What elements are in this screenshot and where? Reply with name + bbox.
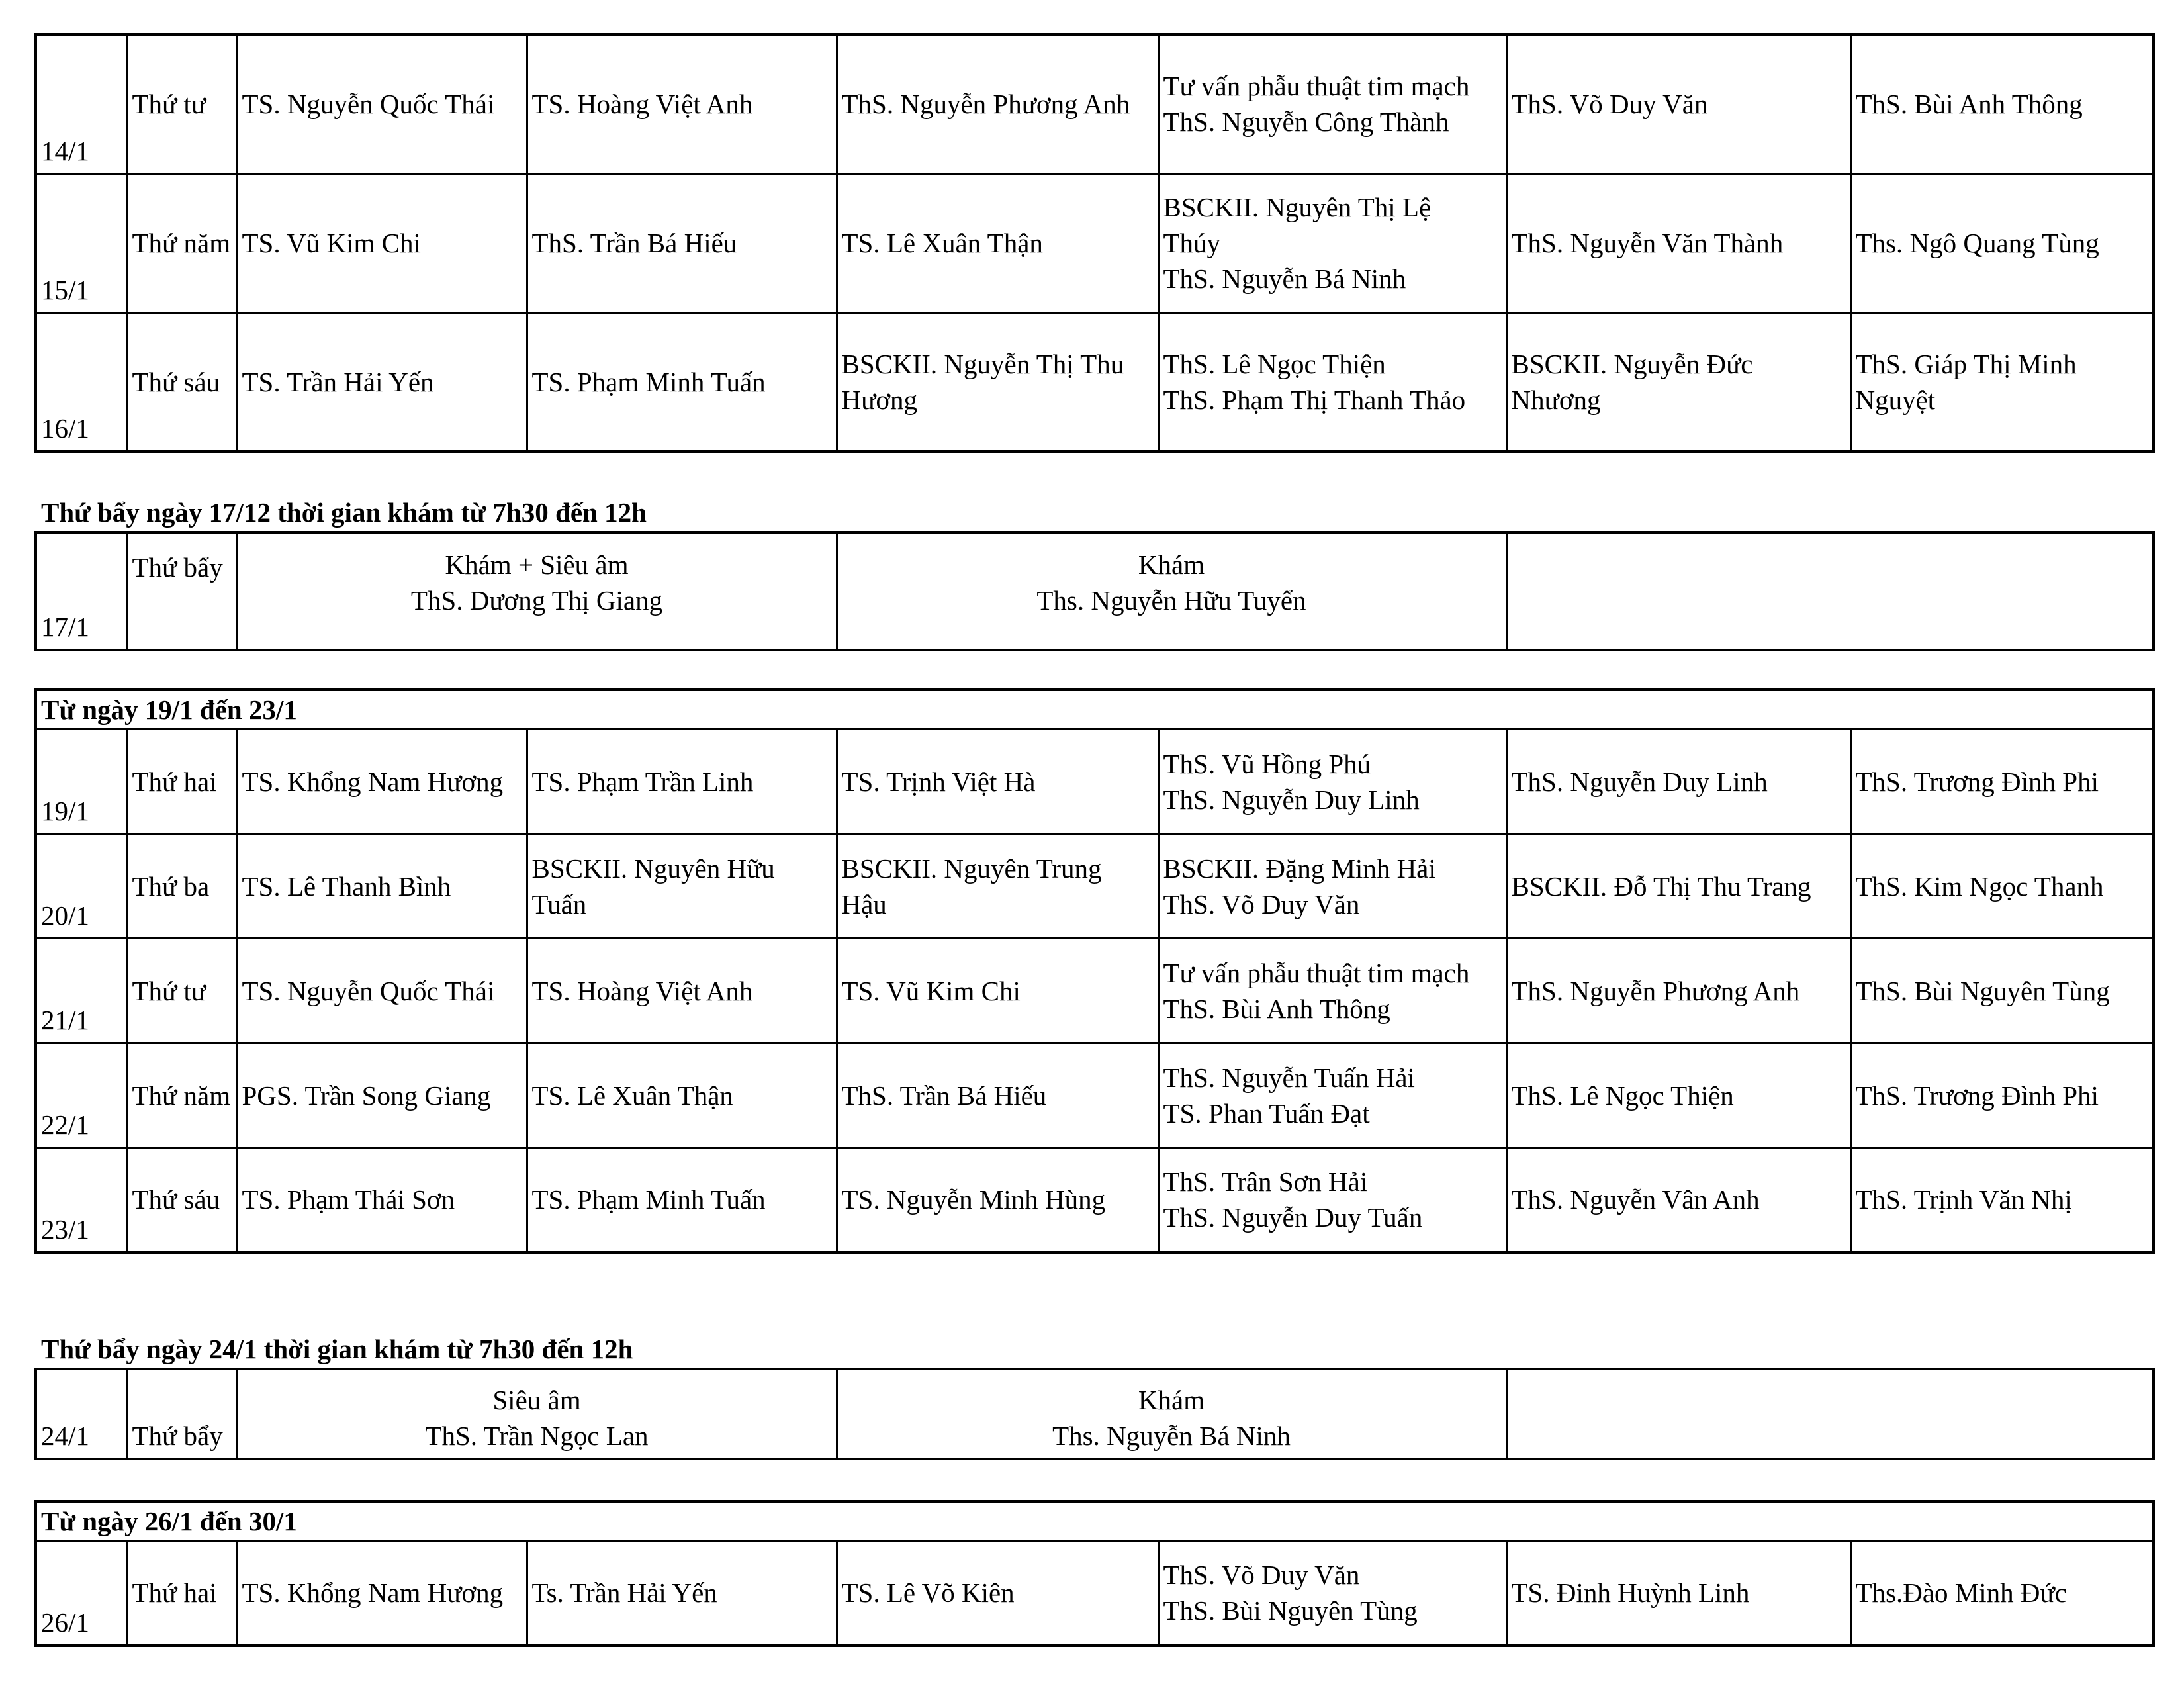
doctor-name: ThS. Trần Bá Hiếu bbox=[531, 228, 737, 258]
schedule-row bbox=[36, 1148, 2154, 1252]
doctor-name: ThS. Nguyễn Duy Linh bbox=[1511, 766, 1768, 797]
date-cell: 20/1 bbox=[36, 834, 127, 939]
doctor-name: Ths. Ngô Quang Tùng bbox=[1855, 228, 2099, 258]
day-cell: Thứ hai bbox=[127, 729, 237, 834]
doctor-cell bbox=[527, 173, 837, 312]
doctor-name: ThS. Nguyễn Phương Anh bbox=[841, 89, 1130, 120]
day-cell: Thứ sáu bbox=[127, 1148, 237, 1252]
saturday-24-row bbox=[36, 1369, 2154, 1459]
doctor-name: BSCKII. Nguyên Trung bbox=[841, 853, 1102, 884]
doctor-cell bbox=[1158, 1043, 1506, 1148]
doctor-name: TS. Phan Tuấn Đạt bbox=[1163, 1098, 1370, 1129]
slot-1-cell bbox=[237, 1369, 837, 1459]
date-cell: 22/1 bbox=[36, 1043, 127, 1148]
doctor-name: Tuấn bbox=[531, 888, 587, 919]
rows-block3 bbox=[36, 1541, 2154, 1646]
doctor-cell bbox=[527, 1043, 837, 1148]
doctor-name: ThS. Nguyễn Duy Tuấn bbox=[1163, 1202, 1423, 1233]
doctor-cell bbox=[1850, 729, 2154, 834]
slot-2-doctor: Ths. Nguyễn Hữu Tuyển bbox=[1036, 585, 1306, 616]
doctor-cell bbox=[1158, 729, 1506, 834]
doctor-name: BSCKII. Nguyên Hữu bbox=[531, 853, 775, 884]
rows-block2 bbox=[36, 729, 2154, 1252]
doctor-cell bbox=[237, 312, 527, 451]
date-cell: 19/1 bbox=[36, 729, 127, 834]
doctor-name: ThS. Trương Đình Phi bbox=[1855, 766, 2099, 797]
doctor-name: TS. Khổng Nam Hương bbox=[242, 1577, 504, 1609]
slot-1-cell bbox=[237, 532, 837, 650]
doctor-name: ThS. Trân Sơn Hải bbox=[1163, 1166, 1368, 1197]
doctor-cell bbox=[837, 1148, 1158, 1252]
doctor-name: BSCKII. Nguyễn Đức bbox=[1511, 348, 1753, 379]
doctor-name: TS. Hoàng Việt Anh bbox=[531, 89, 753, 120]
doctor-name: ThS. Giáp Thị Minh bbox=[1855, 348, 2077, 379]
doctor-cell bbox=[1506, 1043, 1850, 1148]
doctor-name: TS. Lê Võ Kiên bbox=[841, 1577, 1015, 1609]
doctor-name: Hương bbox=[841, 384, 918, 415]
doctor-cell bbox=[1850, 1148, 2154, 1252]
doctor-cell bbox=[837, 939, 1158, 1043]
doctor-cell bbox=[1506, 1148, 1850, 1252]
doctor-name: ThS. Nguyễn Tuấn Hải bbox=[1163, 1062, 1415, 1093]
slot-2-title: Khám bbox=[1138, 1385, 1205, 1415]
schedule-row bbox=[36, 173, 2154, 312]
range-heading-19-23: Từ ngày 19/1 đến 23/1 bbox=[36, 690, 2154, 729]
empty-cell bbox=[1506, 532, 2154, 650]
doctor-cell bbox=[1850, 1541, 2154, 1646]
doctor-name: TS. Khổng Nam Hương bbox=[242, 766, 504, 797]
doctor-name: TS. Phạm Thái Sơn bbox=[242, 1184, 455, 1215]
doctor-cell bbox=[527, 834, 837, 939]
doctor-name: TS. Nguyễn Quốc Thái bbox=[242, 89, 495, 120]
doctor-cell bbox=[1158, 173, 1506, 312]
schedule-row bbox=[36, 34, 2154, 173]
doctor-name: TS. Đinh Huỳnh Linh bbox=[1511, 1577, 1750, 1609]
doctor-name: Ths.Đào Minh Đức bbox=[1855, 1577, 2067, 1609]
doctor-name: ThS. Võ Duy Văn bbox=[1163, 1560, 1360, 1591]
doctor-name: ThS. Bùi Anh Thông bbox=[1855, 89, 2083, 120]
schedule-table-19-23 bbox=[34, 688, 2155, 1254]
doctor-name: ThS. Lê Ngọc Thiện bbox=[1163, 348, 1386, 379]
doctor-name: Tư vấn phẫu thuật tim mạch bbox=[1163, 957, 1470, 988]
slot-1-doctor: ThS. Trần Ngọc Lan bbox=[425, 1421, 649, 1451]
doctor-cell bbox=[527, 729, 837, 834]
doctor-cell bbox=[527, 34, 837, 173]
doctor-cell bbox=[1158, 1148, 1506, 1252]
doctor-name: TS. Hoàng Việt Anh bbox=[531, 975, 753, 1006]
doctor-cell bbox=[837, 173, 1158, 312]
doctor-name: TS. Phạm Trần Linh bbox=[531, 766, 754, 797]
doctor-cell bbox=[837, 729, 1158, 834]
doctor-cell bbox=[1158, 1541, 1506, 1646]
doctor-name: TS. Nguyễn Minh Hùng bbox=[841, 1184, 1106, 1215]
doctor-name: Nguyệt bbox=[1855, 384, 1936, 415]
schedule-row bbox=[36, 729, 2154, 834]
date-cell: 26/1 bbox=[36, 1541, 127, 1646]
day-cell: Thứ bẩy bbox=[127, 1369, 237, 1459]
doctor-name: BSCKII. Nguyễn Thị Thu bbox=[841, 348, 1124, 379]
saturday-17-heading: Thứ bẩy ngày 17/12 thời gian khám từ 7h30 đến 12h bbox=[41, 497, 647, 528]
doctor-cell bbox=[237, 1043, 527, 1148]
doctor-name: Hậu bbox=[841, 888, 887, 919]
day-cell: Thứ ba bbox=[127, 834, 237, 939]
saturday-17-row bbox=[36, 532, 2154, 650]
doctor-name: TS. Phạm Minh Tuấn bbox=[531, 1184, 766, 1215]
schedule-row bbox=[36, 939, 2154, 1043]
doctor-name: ThS. Bùi Anh Thông bbox=[1163, 993, 1390, 1024]
schedule-table-26-30 bbox=[34, 1500, 2155, 1647]
doctor-name: Thúy bbox=[1163, 228, 1221, 258]
schedule-row bbox=[36, 1043, 2154, 1148]
date-cell: 21/1 bbox=[36, 939, 127, 1043]
doctor-cell bbox=[1850, 939, 2154, 1043]
slot-2-title: Khám bbox=[1138, 549, 1205, 580]
doctor-cell bbox=[237, 1148, 527, 1252]
doctor-cell bbox=[837, 312, 1158, 451]
doctor-name: ThS. Trương Đình Phi bbox=[1855, 1080, 2099, 1111]
doctor-name: TS. Lê Xuân Thận bbox=[841, 228, 1043, 258]
doctor-cell bbox=[837, 1043, 1158, 1148]
doctor-name: Tư vấn phẫu thuật tim mạch bbox=[1163, 71, 1470, 102]
doctor-cell bbox=[1506, 34, 1850, 173]
empty-cell bbox=[1506, 1369, 2154, 1459]
doctor-name: TS. Trịnh Việt Hà bbox=[841, 766, 1036, 797]
date-cell: 23/1 bbox=[36, 1148, 127, 1252]
doctor-name: TS. Lê Xuân Thận bbox=[531, 1080, 733, 1111]
day-cell: Thứ sáu bbox=[127, 312, 237, 451]
doctor-name: TS. Phạm Minh Tuấn bbox=[531, 366, 766, 397]
slot-1-doctor: ThS. Dương Thị Giang bbox=[410, 585, 663, 616]
doctor-cell bbox=[527, 1541, 837, 1646]
doctor-name: ThS. Kim Ngọc Thanh bbox=[1855, 870, 2104, 902]
doctor-cell bbox=[237, 173, 527, 312]
doctor-cell bbox=[237, 834, 527, 939]
day-cell: Thứ năm bbox=[127, 173, 237, 312]
doctor-cell bbox=[1506, 729, 1850, 834]
doctor-cell bbox=[237, 34, 527, 173]
range-heading-26-30: Từ ngày 26/1 đến 30/1 bbox=[36, 1501, 2154, 1541]
doctor-cell bbox=[1850, 834, 2154, 939]
doctor-cell bbox=[237, 729, 527, 834]
doctor-name: ThS. Nguyễn Bá Ninh bbox=[1163, 263, 1406, 294]
doctor-name: ThS. Võ Duy Văn bbox=[1511, 89, 1708, 120]
doctor-cell bbox=[1506, 1541, 1850, 1646]
doctor-cell bbox=[1506, 173, 1850, 312]
doctor-name: ThS. Nguyễn Vân Anh bbox=[1511, 1184, 1760, 1215]
rows-block1 bbox=[36, 34, 2154, 451]
slot-2-cell bbox=[837, 532, 1506, 650]
day-cell: Thứ tư bbox=[127, 34, 237, 173]
schedule-table-14-16 bbox=[34, 33, 2155, 453]
doctor-name: ThS. Bùi Nguyên Tùng bbox=[1855, 975, 2110, 1006]
doctor-cell bbox=[527, 312, 837, 451]
date-cell: 15/1 bbox=[36, 173, 127, 312]
doctor-name: BSCKII. Nguyên Thị Lệ bbox=[1163, 192, 1432, 222]
doctor-name: ThS. Trịnh Văn Nhị bbox=[1855, 1184, 2072, 1215]
slot-1-title: Siêu âm bbox=[492, 1385, 581, 1415]
slot-2-cell bbox=[837, 1369, 1506, 1459]
saturday-17-table bbox=[34, 531, 2155, 651]
doctor-name: ThS. Lê Ngọc Thiện bbox=[1511, 1080, 1734, 1111]
date-cell: 17/1 bbox=[36, 532, 127, 650]
doctor-name: TS. Vũ Kim Chi bbox=[841, 975, 1021, 1006]
doctor-cell bbox=[237, 939, 527, 1043]
doctor-cell bbox=[1158, 939, 1506, 1043]
doctor-cell bbox=[237, 1541, 527, 1646]
doctor-name: Ts. Trần Hải Yến bbox=[531, 1577, 717, 1609]
saturday-24-heading: Thứ bẩy ngày 24/1 thời gian khám từ 7h30 đến 12h bbox=[41, 1334, 633, 1364]
doctor-cell bbox=[1158, 34, 1506, 173]
doctor-name: ThS. Nguyễn Công Thành bbox=[1163, 107, 1449, 138]
doctor-name: ThS. Bùi Nguyên Tùng bbox=[1163, 1595, 1418, 1626]
doctor-name: TS. Nguyễn Quốc Thái bbox=[242, 975, 495, 1006]
slot-2-doctor: Ths. Nguyễn Bá Ninh bbox=[1052, 1421, 1291, 1451]
doctor-name: ThS. Nguyễn Duy Linh bbox=[1163, 784, 1420, 815]
date-cell: 16/1 bbox=[36, 312, 127, 451]
doctor-cell bbox=[1506, 312, 1850, 451]
doctor-cell bbox=[1850, 312, 2154, 451]
doctor-cell bbox=[1850, 173, 2154, 312]
schedule-row bbox=[36, 312, 2154, 451]
doctor-cell bbox=[527, 1148, 837, 1252]
doctor-name: ThS. Nguyễn Phương Anh bbox=[1511, 975, 1800, 1006]
day-cell: Thứ tư bbox=[127, 939, 237, 1043]
doctor-cell bbox=[1850, 34, 2154, 173]
doctor-name: PGS. Trần Song Giang bbox=[242, 1080, 491, 1111]
doctor-name: ThS. Vũ Hồng Phú bbox=[1163, 748, 1371, 779]
doctor-cell bbox=[1158, 834, 1506, 939]
saturday-24-table bbox=[34, 1368, 2155, 1460]
doctor-cell bbox=[1506, 834, 1850, 939]
doctor-name: TS. Lê Thanh Bình bbox=[242, 870, 451, 902]
doctor-name: BSCKII. Đặng Minh Hải bbox=[1163, 853, 1436, 884]
doctor-name: BSCKII. Đỗ Thị Thu Trang bbox=[1511, 870, 1811, 902]
doctor-name: TS. Vũ Kim Chi bbox=[242, 228, 421, 258]
day-cell: Thứ năm bbox=[127, 1043, 237, 1148]
date-cell: 24/1 bbox=[36, 1369, 127, 1459]
doctor-cell bbox=[1506, 939, 1850, 1043]
doctor-cell bbox=[837, 834, 1158, 939]
day-cell: Thứ hai bbox=[127, 1541, 237, 1646]
doctor-cell bbox=[837, 1541, 1158, 1646]
doctor-name: ThS. Võ Duy Văn bbox=[1163, 888, 1360, 919]
doctor-name: TS. Trần Hải Yến bbox=[242, 366, 434, 397]
doctor-name: Nhương bbox=[1511, 384, 1601, 415]
day-cell: Thứ bẩy bbox=[127, 532, 237, 650]
doctor-cell bbox=[1850, 1043, 2154, 1148]
schedule-row bbox=[36, 1541, 2154, 1646]
doctor-cell bbox=[527, 939, 837, 1043]
date-cell: 14/1 bbox=[36, 34, 127, 173]
doctor-name: ThS. Nguyễn Văn Thành bbox=[1511, 228, 1784, 258]
doctor-name: ThS. Phạm Thị Thanh Thảo bbox=[1163, 384, 1466, 415]
schedule-row bbox=[36, 834, 2154, 939]
slot-1-title: Khám + Siêu âm bbox=[445, 549, 629, 580]
doctor-name: ThS. Trần Bá Hiếu bbox=[841, 1080, 1047, 1111]
doctor-cell bbox=[1158, 312, 1506, 451]
doctor-cell bbox=[837, 34, 1158, 173]
